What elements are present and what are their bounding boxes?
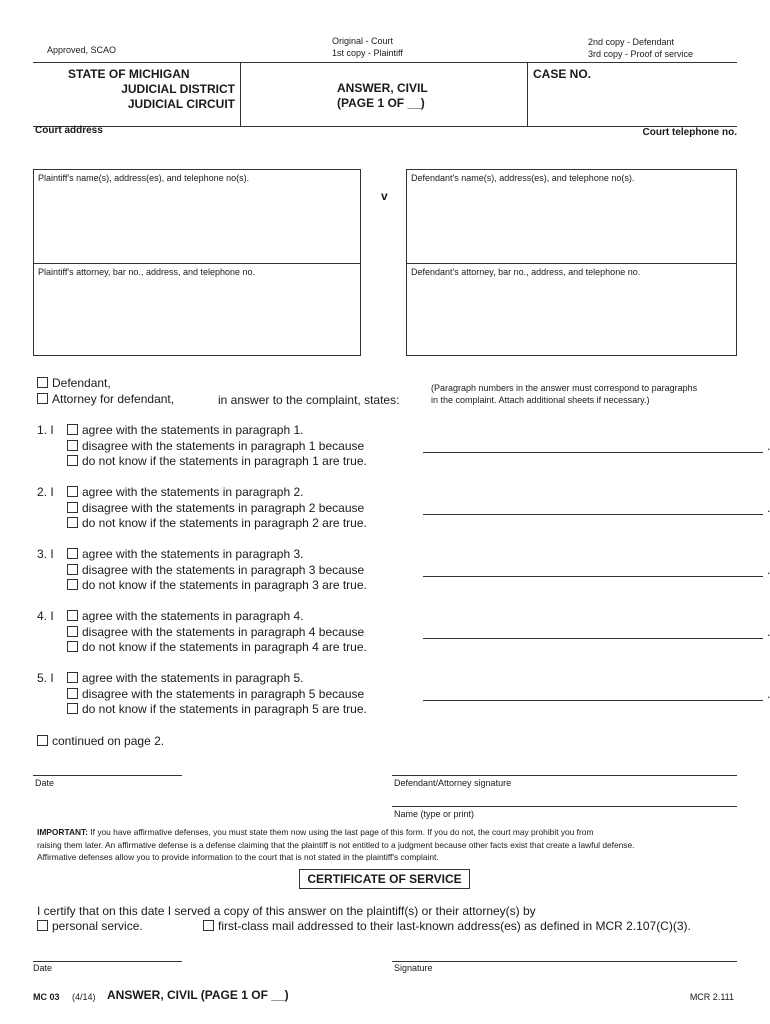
option-defendant-label: Defendant, bbox=[52, 376, 111, 390]
court-block-top-border bbox=[33, 62, 737, 63]
personal-service-label: personal service. bbox=[52, 919, 143, 933]
disagree-checkbox[interactable] bbox=[67, 440, 78, 451]
disagree-option bbox=[67, 501, 364, 517]
unknown-option bbox=[67, 640, 367, 656]
copy-distribution-middle bbox=[332, 35, 403, 59]
court-rule: MCR 2.111 bbox=[689, 992, 734, 1002]
plaintiff-name-label: Plaintiff's name(s), address(es), and telephone no(s). bbox=[38, 173, 250, 183]
copy-first-plaintiff: 1st copy - Plaintiff bbox=[332, 48, 403, 58]
disagree-reason-field[interactable] bbox=[423, 565, 763, 577]
paragraph-number: 3. I bbox=[37, 547, 54, 561]
paragraph-number: 5. I bbox=[37, 671, 54, 685]
certificate-signature-label: Signature bbox=[394, 963, 433, 973]
unknown-option bbox=[67, 454, 367, 470]
copy-distribution-right bbox=[588, 36, 693, 60]
agree-text: agree with the statements in paragraph 2. bbox=[82, 485, 304, 499]
agree-text: agree with the statements in paragraph 3. bbox=[82, 547, 304, 561]
signature-line[interactable] bbox=[392, 775, 737, 776]
continued-option bbox=[37, 734, 164, 748]
unknown-text: do not know if the statements in paragraph 4 are true. bbox=[82, 640, 367, 654]
court-block-divider-left bbox=[240, 62, 241, 126]
option-defendant bbox=[37, 376, 111, 390]
defendant-checkbox[interactable] bbox=[37, 377, 48, 388]
option-attorney-label: Attorney for defendant, bbox=[52, 392, 175, 406]
disagree-reason-field[interactable] bbox=[423, 441, 763, 453]
disagree-checkbox[interactable] bbox=[67, 626, 78, 637]
signature-label: Defendant/Attorney signature bbox=[394, 778, 512, 788]
form-revision: (4/14) bbox=[72, 992, 96, 1002]
agree-option bbox=[67, 609, 303, 625]
paragraph-note-line1: (Paragraph numbers in the answer must correspond to paragraphs bbox=[431, 383, 698, 393]
continued-label: continued on page 2. bbox=[52, 734, 165, 748]
disagree-text: disagree with the statements in paragraph 4 because bbox=[82, 624, 365, 639]
important-line3: Affirmative defenses allow you to provide information to the court that is not stated in the plaintiff's complaint. bbox=[37, 852, 439, 862]
mail-service-checkbox[interactable] bbox=[203, 920, 214, 931]
disagree-reason-field[interactable] bbox=[423, 689, 763, 701]
unknown-checkbox[interactable] bbox=[67, 517, 78, 528]
disagree-text: disagree with the statements in paragraph 5 because bbox=[82, 686, 365, 701]
attorney-checkbox[interactable] bbox=[37, 393, 48, 404]
date-line[interactable] bbox=[33, 775, 182, 776]
court-phone-label: Court telephone no. bbox=[642, 127, 737, 138]
unknown-text: do not know if the statements in paragraph 3 are true. bbox=[82, 578, 367, 592]
date-label: Date bbox=[35, 778, 55, 788]
agree-option bbox=[67, 671, 303, 687]
form-title: ANSWER, CIVIL bbox=[337, 81, 428, 95]
disagree-option bbox=[67, 563, 364, 579]
agree-option bbox=[67, 485, 303, 501]
name-line[interactable] bbox=[392, 806, 737, 807]
agree-text: agree with the statements in paragraph 4. bbox=[82, 609, 304, 623]
disagree-checkbox[interactable] bbox=[67, 564, 78, 575]
certificate-signature-line[interactable] bbox=[392, 961, 737, 962]
unknown-option bbox=[67, 578, 367, 594]
paragraph-number: 1. I bbox=[37, 423, 54, 437]
agree-checkbox[interactable] bbox=[67, 486, 78, 497]
unknown-text: do not know if the statements in paragraph 5 are true. bbox=[82, 702, 367, 716]
agree-option bbox=[67, 423, 303, 439]
judicial-district: JUDICIAL DISTRICT bbox=[121, 82, 235, 96]
disagree-text: disagree with the statements in paragraph 2 because bbox=[82, 500, 365, 515]
plaintiff-attorney-label: Plaintiff's attorney, bar no., address, and telephone no. bbox=[38, 267, 256, 277]
mail-service-label: first-class mail addressed to their last-known address(es) as defined in MCR 2.107(C)(3). bbox=[218, 919, 691, 933]
approved-scao: Approved, SCAO bbox=[47, 45, 117, 55]
important-label: IMPORTANT: bbox=[37, 827, 89, 837]
defendant-name-label: Defendant's name(s), address(es), and telephone no(s). bbox=[411, 173, 635, 183]
agree-text: agree with the statements in paragraph 5. bbox=[82, 671, 304, 685]
case-no-label: CASE NO. bbox=[533, 67, 592, 81]
paragraph-number: 4. I bbox=[37, 609, 54, 623]
personal-service-option bbox=[37, 919, 143, 933]
unknown-text: do not know if the statements in paragraph 2 are true. bbox=[82, 516, 367, 530]
disagree-text: disagree with the statements in paragraph 1 because bbox=[82, 438, 365, 453]
defendant-box-divider bbox=[406, 263, 737, 264]
court-block-bottom-border bbox=[33, 126, 737, 127]
paragraph-number: 2. I bbox=[37, 485, 54, 499]
unknown-checkbox[interactable] bbox=[67, 703, 78, 714]
agree-text: agree with the statements in paragraph 1. bbox=[82, 423, 304, 437]
form-code: MC 03 bbox=[33, 992, 60, 1002]
disagree-text: disagree with the statements in paragraph 3 because bbox=[82, 562, 365, 577]
court-address-label: Court address bbox=[35, 125, 103, 136]
copy-third-proof: 3rd copy - Proof of service bbox=[588, 49, 694, 59]
court-block-divider-right bbox=[527, 62, 528, 126]
important-line2: raising them later. An affirmative defense is a defense claiming that the plaintiff is not entitled to a judgment because other facts exist that create a lawful defense. bbox=[37, 839, 635, 850]
defendant-attorney-label: Defendant's attorney, bar no., address, and telephone no. bbox=[411, 267, 641, 277]
certificate-title: CERTIFICATE OF SERVICE bbox=[299, 869, 470, 889]
versus-label: v bbox=[381, 189, 388, 203]
unknown-option bbox=[67, 516, 367, 532]
important-line1: If you have affirmative defenses, you must state them now using the last page of this form. If you do not, the court may prohibit you from bbox=[90, 827, 594, 837]
mail-service-option bbox=[203, 919, 691, 933]
agree-checkbox[interactable] bbox=[67, 424, 78, 435]
unknown-text: do not know if the statements in paragraph 1 are true. bbox=[82, 454, 367, 468]
page-count: (PAGE 1 OF __) bbox=[337, 96, 425, 110]
agree-checkbox[interactable] bbox=[67, 548, 78, 559]
disagree-checkbox[interactable] bbox=[67, 502, 78, 513]
option-attorney bbox=[37, 392, 174, 406]
copy-original-court: Original - Court bbox=[332, 36, 394, 46]
unknown-checkbox[interactable] bbox=[67, 579, 78, 590]
agree-option bbox=[67, 547, 303, 563]
paragraph-note-line2: in the complaint. Attach additional sheets if necessary.) bbox=[431, 395, 650, 405]
certificate-statement: I certify that on this date I served a copy of this answer on the plaintiff(s) or their attorney(s) by bbox=[37, 904, 536, 918]
unknown-checkbox[interactable] bbox=[67, 641, 78, 652]
agree-checkbox[interactable] bbox=[67, 610, 78, 621]
agree-checkbox[interactable] bbox=[67, 672, 78, 683]
certificate-date-label: Date bbox=[33, 963, 53, 973]
state-of-michigan: STATE OF MICHIGAN bbox=[68, 67, 190, 81]
disagree-reason-field[interactable] bbox=[423, 503, 763, 515]
judicial-circuit: JUDICIAL CIRCUIT bbox=[127, 97, 235, 111]
continued-checkbox[interactable] bbox=[37, 735, 48, 746]
important-notice bbox=[37, 826, 634, 864]
disagree-option bbox=[67, 625, 364, 641]
plaintiff-box-divider bbox=[33, 263, 361, 264]
states-label: in answer to the complaint, states: bbox=[218, 393, 400, 407]
copy-second-defendant: 2nd copy - Defendant bbox=[588, 37, 675, 47]
footer-title: ANSWER, CIVIL (PAGE 1 OF __) bbox=[107, 988, 289, 1002]
disagree-option bbox=[67, 439, 364, 455]
personal-service-checkbox[interactable] bbox=[37, 920, 48, 931]
disagree-reason-field[interactable] bbox=[423, 627, 763, 639]
unknown-option bbox=[67, 702, 367, 718]
disagree-checkbox[interactable] bbox=[67, 688, 78, 699]
name-label: Name (type or print) bbox=[394, 809, 475, 819]
disagree-option bbox=[67, 687, 364, 703]
unknown-checkbox[interactable] bbox=[67, 455, 78, 466]
certificate-date-line[interactable] bbox=[33, 961, 182, 962]
